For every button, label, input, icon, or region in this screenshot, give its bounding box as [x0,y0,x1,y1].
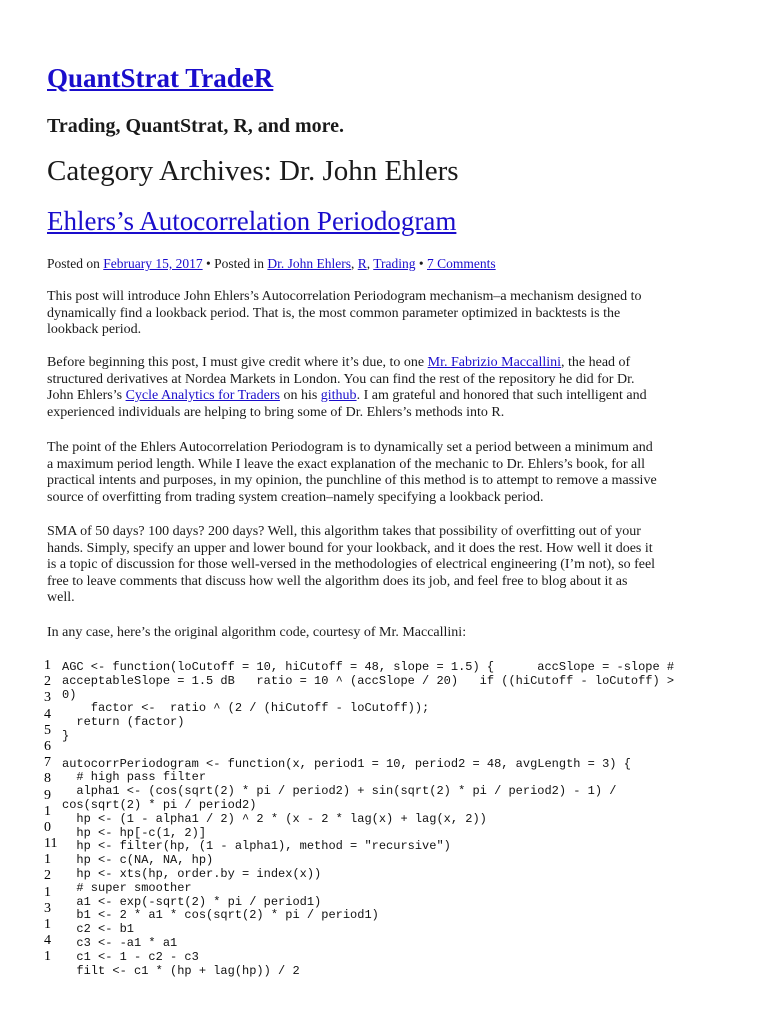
line-number: 0 [44,819,51,835]
code-line: c1 <- 1 - c2 - c3 [62,949,199,964]
posted-in-label: • Posted in [202,256,268,271]
paragraph-line: well. [47,590,75,605]
post-title-link[interactable]: Ehlers’s Autocorrelation Periodogram [47,206,457,236]
code-line: c2 <- b1 [62,922,135,937]
paragraph-line: source of overfitting from trading system creation–namely specifying a lookback period. [47,489,544,505]
code-line: } [62,728,70,743]
code-line: factor <- ratio ^ (2 / (hiCutoff - loCutoff)); [62,701,430,716]
category-link-r[interactable]: R [357,256,367,271]
post-meta [47,255,727,272]
paragraph-line [47,388,647,403]
post-title [47,204,727,238]
code-block [44,655,728,985]
paragraph-line: structured derivatives at Nordea Markets in London. You can find the rest of the repository he did for Dr. [47,371,635,387]
code-line: hp <- c(NA, NA, hp) [62,853,214,868]
paragraph-line: is a topic of discussion for those well-versed in the methodologies of electrical engineering (I’m not), so feel [47,557,656,572]
posted-on-label: Posted on [47,256,104,271]
line-number: 1 [44,917,51,932]
category-link-trading[interactable]: Trading [373,256,416,271]
line-number: 7 [44,755,51,771]
paragraph-line: lookback period. [47,322,142,337]
line-number: 1 [44,949,51,965]
site-tagline: Trading, QuantStrat, R, and more. [47,115,345,137]
code-line: # high pass filter [62,770,207,785]
site-title [47,62,727,94]
site-title-link[interactable]: QuantStrat TradeR [47,63,274,93]
paragraph-text: . I am grateful and honored that such intelligent and [356,388,647,403]
cycle-analytics-link[interactable]: Cycle Analytics for Traders [125,388,280,403]
paragraph-sma [47,524,727,607]
code-line: cos(sqrt(2) * pi / period2) [62,797,257,812]
maccallini-link[interactable]: Mr. Fabrizio Maccallini [427,355,562,370]
paragraph-line: In any case, here’s the original algorithm code, courtesy of Mr. Maccallini: [47,625,467,640]
paragraph-text: , the head of [561,355,631,370]
code-line: acceptableSlope = 1.5 dB ratio = 10 ^ (accSlope / 20) if ((hiCutoff - loCutoff) > [62,673,675,688]
paragraph-intro [47,289,727,339]
line-number: 4 [44,933,51,949]
paragraph-line: hands. Simply, specify an upper and lower bound for your lookback, and it does the rest. How well it does it [47,540,653,556]
line-number: 8 [44,771,51,787]
line-number: 9 [44,787,51,803]
line-number: 6 [44,738,51,754]
line-number: 2 [44,674,51,690]
code-line: filt <- c1 * (hp + lag(hp)) / 2 [62,963,300,978]
line-number: 4 [44,706,51,722]
code-line: a1 <- exp(-sqrt(2) * pi / period1) [62,894,322,909]
line-number: 3 [44,900,51,916]
code-line-numbers [44,658,58,966]
code-line: return (factor) [62,715,185,730]
code-lines [62,661,726,978]
code-line: hp <- (1 - alpha1 / 2) ^ 2 * (x - 2 * lag(x) + lag(x, 2)) [62,811,487,826]
paragraph-text: on his [279,388,321,403]
code-line: hp <- xts(hp, order.by = index(x)) [62,866,322,881]
line-number: 5 [44,722,51,738]
paragraph-credit [47,355,727,421]
code-line: # super smoother [62,880,192,895]
post-date-link[interactable]: February 15, 2017 [103,256,203,271]
line-number: 2 [44,868,51,884]
category-separator: , [366,256,374,271]
line-number: 11 [44,836,58,852]
paragraph-line: free to leave comments that discuss how well the algorithm does its job, and feel free to blog about it as [47,573,628,589]
line-number: 1 [44,658,51,673]
paragraph-line: This post will introduce John Ehlers’s Autocorrelation Periodogram mechanism–a mechanism designed to [47,289,642,304]
comments-link[interactable]: 7 Comments [427,256,496,271]
line-number: 3 [44,690,51,706]
code-line: hp <- hp[-c(1, 2)] [62,825,207,840]
paragraph-line: dynamically find a lookback period. That is, the most common parameter optimized in backtests is the [47,305,621,321]
category-link-dr-john-ehlers[interactable]: Dr. John Ehlers [267,256,351,271]
category-separator: , [350,256,358,271]
code-line: autocorrPeriodogram <- function(x, period1 = 10, period2 = 48, avgLength = 3) { [62,756,631,771]
code-line: alpha1 <- (cos(sqrt(2) * pi / period2) + sin(sqrt(2) * pi / period2) - 1) / [62,784,617,799]
paragraph-code-intro [47,625,727,642]
paragraph-text: John Ehlers’s [47,388,126,403]
line-number: 1 [44,803,51,819]
code-line: b1 <- 2 * a1 * cos(sqrt(2) * pi / period1) [62,908,379,923]
paragraph-line: experienced individuals are helping to bring some of Dr. Ehlers’s methods into R. [47,404,505,420]
paragraph-line: SMA of 50 days? 100 days? 200 days? Well, this algorithm takes that possibility of overfitting out of your [47,524,641,539]
archive-heading: Category Archives: Dr. John Ehlers [47,155,459,187]
line-number: 1 [44,852,51,868]
paragraph-line: The point of the Ehlers Autocorrelation Periodogram is to dynamically set a period between a minimum and [47,440,653,455]
paragraph-line: a maximum period length. While I leave the exact explanation of the mechanic to Dr. Ehlers’s book, for all [47,456,646,472]
code-line: c3 <- -a1 * a1 [62,935,178,950]
line-number: 1 [44,884,51,900]
meta-bullet: • [415,256,428,271]
paragraph-purpose [47,440,727,506]
paragraph-line [47,355,630,370]
github-link[interactable]: github [320,388,357,403]
code-line: AGC <- function(loCutoff = 10, hiCutoff = 48, slope = 1.5) { accSlope = -slope # [62,660,675,674]
code-line [62,744,726,758]
code-line: 0) [62,687,77,702]
paragraph-text: Before beginning this post, I must give credit where it’s due, to one [47,355,428,370]
paragraph-line: practical intents and purposes, in my opinion, the punchline of this method is to attempt to remove a massive [47,473,657,488]
code-line: hp <- filter(hp, (1 - alpha1), method = "recursive") [62,839,451,854]
